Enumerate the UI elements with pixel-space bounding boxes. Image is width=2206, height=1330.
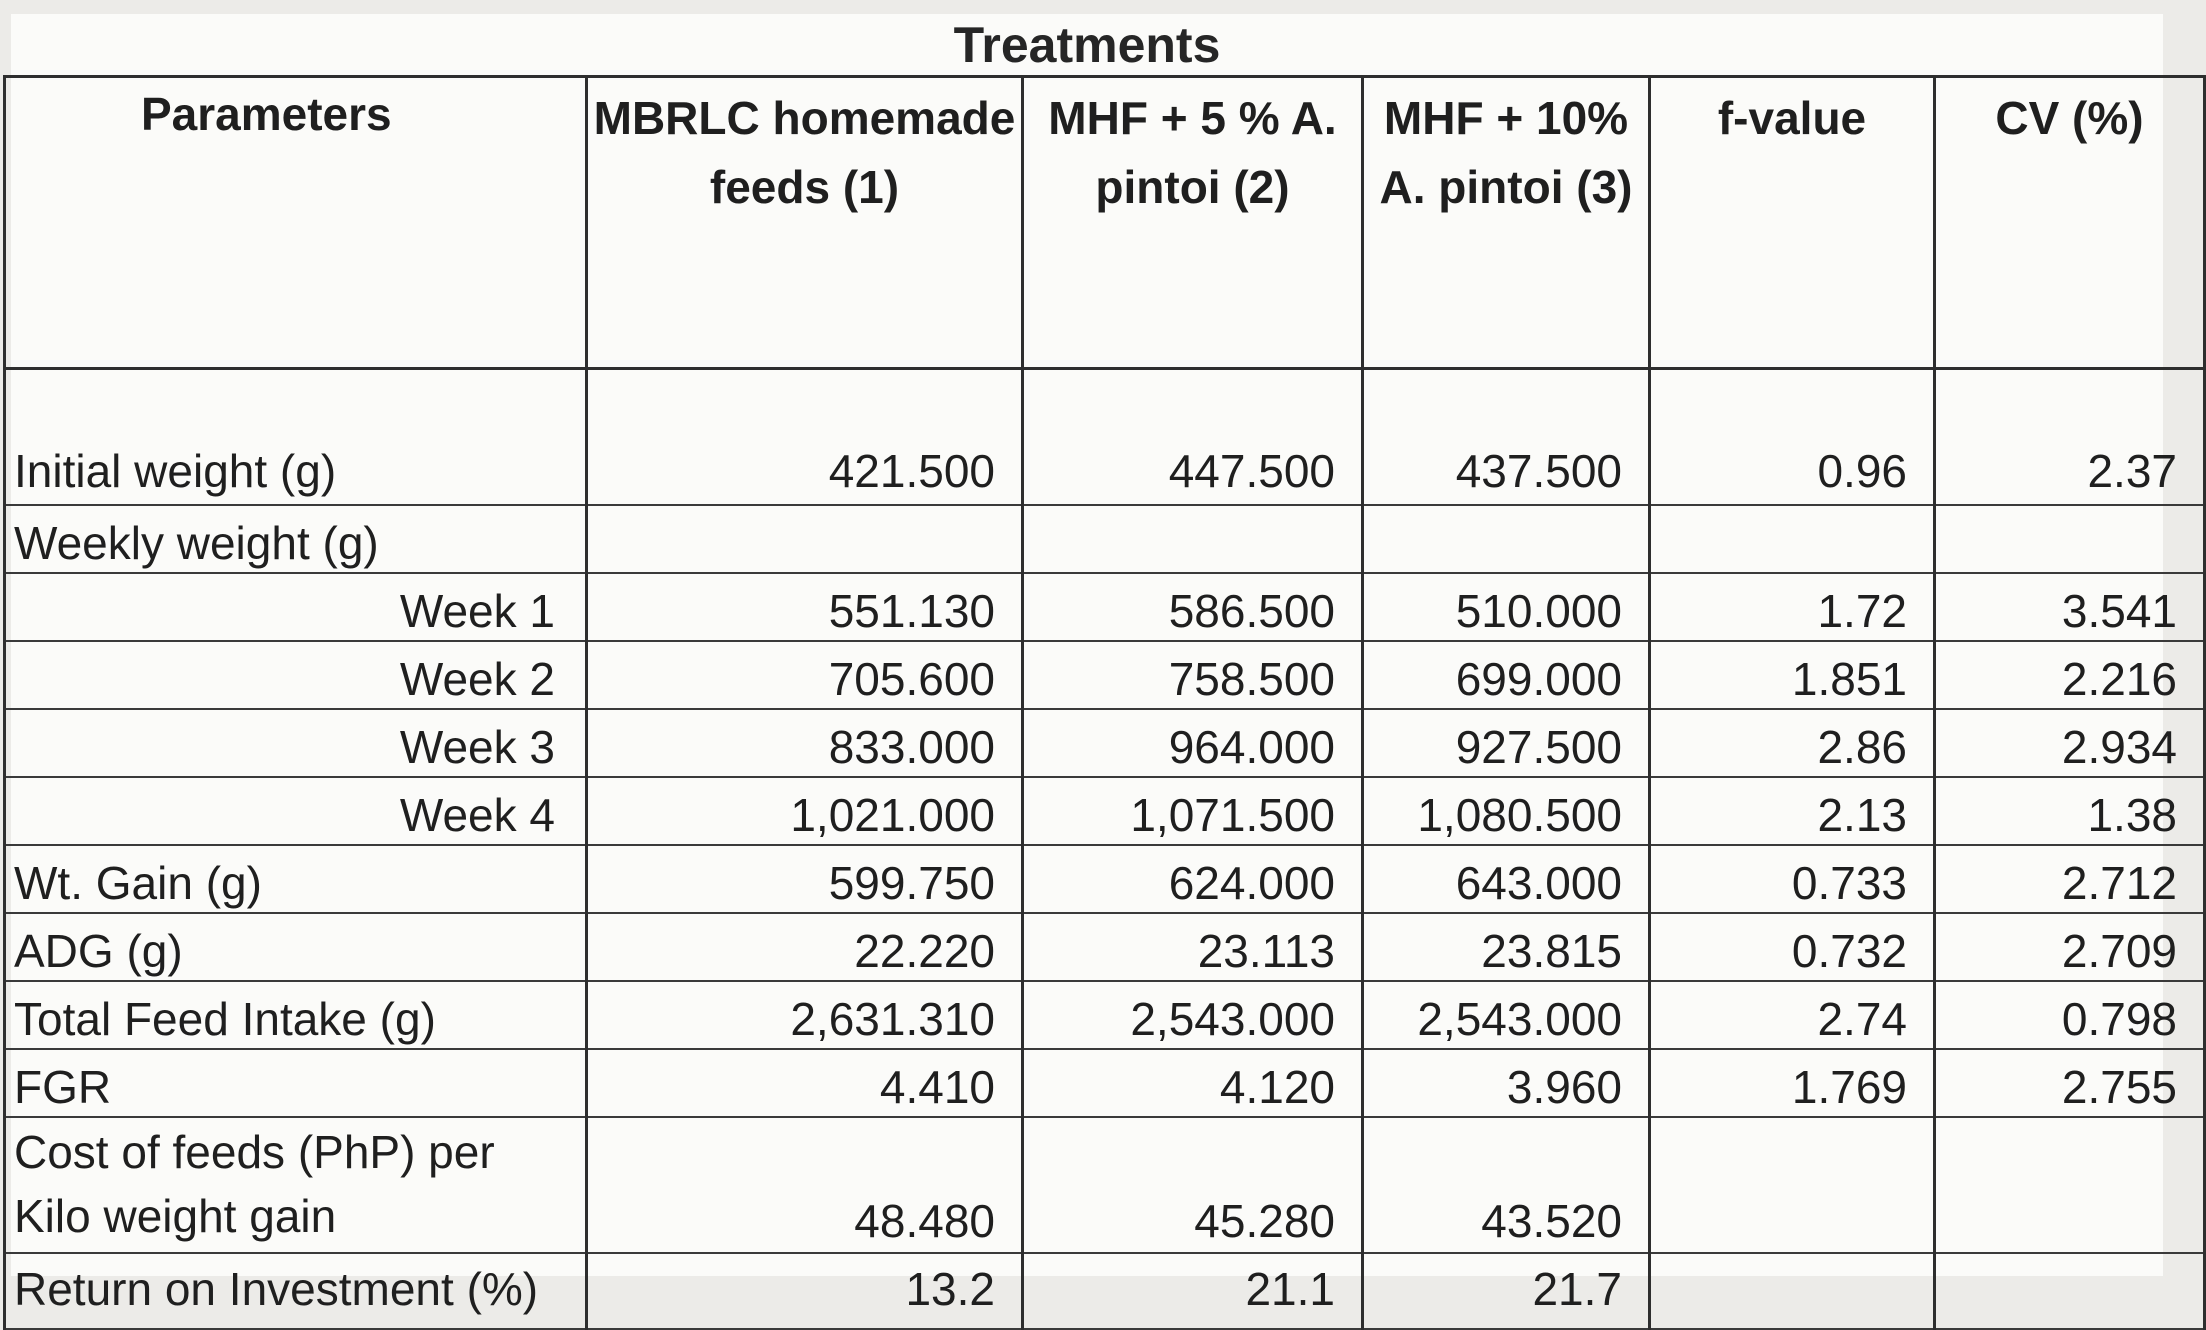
cell-f-value: 2.74 (1650, 981, 1935, 1049)
cell-cv: 2.712 (1935, 845, 2205, 913)
row-label: Week 3 (5, 709, 587, 777)
cell-treatment-1: 551.130 (587, 573, 1023, 641)
cell-f-value: 0.733 (1650, 845, 1935, 913)
row-label: ADG (g) (5, 913, 587, 981)
cell-f-value: 2.13 (1650, 777, 1935, 845)
cell-treatment-2: 21.1 (1023, 1253, 1363, 1329)
header-treatment-2: MHF + 5 % A. pintoi (2) (1023, 77, 1363, 369)
cell-treatment-3: 1,080.500 (1363, 777, 1650, 845)
row-label: Weekly weight (g) (5, 505, 587, 573)
table-row (5, 913, 2205, 981)
row-label: Return on Investment (%) (5, 1253, 587, 1329)
cell-f-value: 0.96 (1650, 369, 1935, 506)
cell-cv (1935, 505, 2205, 573)
cell-treatment-1 (587, 505, 1023, 573)
cell-treatment-3: 437.500 (1363, 369, 1650, 506)
cell-treatment-1: 599.750 (587, 845, 1023, 913)
cell-cv: 1.38 (1935, 777, 2205, 845)
cell-cv (1935, 1253, 2205, 1329)
table-row (5, 777, 2205, 845)
cell-treatment-2: 758.500 (1023, 641, 1363, 709)
cell-f-value: 1.72 (1650, 573, 1935, 641)
cell-treatment-2: 1,071.500 (1023, 777, 1363, 845)
cell-treatment-1: 22.220 (587, 913, 1023, 981)
table-row (5, 573, 2205, 641)
row-label: Total Feed Intake (g) (5, 981, 587, 1049)
header-treatment-1: MBRLC homemade feeds (1) (587, 77, 1023, 369)
cell-treatment-1: 1,021.000 (587, 777, 1023, 845)
cell-cv: 3.541 (1935, 573, 2205, 641)
cell-treatment-2: 447.500 (1023, 369, 1363, 506)
table-row (5, 1117, 2205, 1253)
cell-cv: 0.798 (1935, 981, 2205, 1049)
cell-treatment-3: 3.960 (1363, 1049, 1650, 1117)
cell-treatment-2: 23.113 (1023, 913, 1363, 981)
cell-treatment-2: 2,543.000 (1023, 981, 1363, 1049)
row-label: FGR (5, 1049, 587, 1117)
cell-cv: 2.934 (1935, 709, 2205, 777)
row-label: Initial weight (g) (5, 369, 587, 506)
cell-treatment-1: 421.500 (587, 369, 1023, 506)
header-parameters: Parameters (5, 77, 587, 369)
header-f-value: f-value (1650, 77, 1935, 369)
cell-f-value (1650, 505, 1935, 573)
cell-f-value: 1.769 (1650, 1049, 1935, 1117)
cell-treatment-3: 2,543.000 (1363, 981, 1650, 1049)
table-row (5, 505, 2205, 573)
cell-treatment-2: 624.000 (1023, 845, 1363, 913)
table-row (5, 709, 2205, 777)
cell-f-value (1650, 1253, 1935, 1329)
cell-treatment-2 (1023, 505, 1363, 573)
document-page (11, 14, 2177, 1315)
cell-treatment-1: 4.410 (587, 1049, 1023, 1117)
row-label: Week 1 (5, 573, 587, 641)
cell-treatment-3: 43.520 (1363, 1117, 1650, 1253)
cell-treatment-2: 586.500 (1023, 573, 1363, 641)
row-label: Wt. Gain (g) (5, 845, 587, 913)
cell-treatment-1: 48.480 (587, 1117, 1023, 1253)
cell-cv: 2.37 (1935, 369, 2205, 506)
cell-treatment-2: 45.280 (1023, 1117, 1363, 1253)
cell-treatment-3 (1363, 505, 1650, 573)
cell-treatment-1: 13.2 (587, 1253, 1023, 1329)
table-row (5, 981, 2205, 1049)
header-row (5, 77, 2205, 369)
cell-treatment-1: 833.000 (587, 709, 1023, 777)
table-row (5, 845, 2205, 913)
cell-f-value: 0.732 (1650, 913, 1935, 981)
row-label: Cost of feeds (PhP) per Kilo weight gain (5, 1117, 587, 1253)
row-label: Week 2 (5, 641, 587, 709)
cell-treatment-3: 21.7 (1363, 1253, 1650, 1329)
header-treatment-3: MHF + 10% A. pintoi (3) (1363, 77, 1650, 369)
results-table (3, 75, 2206, 1330)
table-caption: Treatments (953, 17, 1221, 73)
row-label: Week 4 (5, 777, 587, 845)
cell-treatment-1: 705.600 (587, 641, 1023, 709)
cell-treatment-2: 964.000 (1023, 709, 1363, 777)
table-row (5, 1253, 2205, 1329)
cell-treatment-3: 23.815 (1363, 913, 1650, 981)
cell-f-value: 2.86 (1650, 709, 1935, 777)
cell-cv: 2.216 (1935, 641, 2205, 709)
cell-cv: 2.709 (1935, 913, 2205, 981)
header-cv: CV (%) (1935, 77, 2205, 369)
table-row (5, 1049, 2205, 1117)
cell-treatment-3: 510.000 (1363, 573, 1650, 641)
cell-treatment-3: 643.000 (1363, 845, 1650, 913)
cell-f-value (1650, 1117, 1935, 1253)
cell-cv: 2.755 (1935, 1049, 2205, 1117)
cell-treatment-3: 927.500 (1363, 709, 1650, 777)
cell-treatment-2: 4.120 (1023, 1049, 1363, 1117)
cell-f-value: 1.851 (1650, 641, 1935, 709)
cell-cv (1935, 1117, 2205, 1253)
cell-treatment-1: 2,631.310 (587, 981, 1023, 1049)
table-row (5, 641, 2205, 709)
table-row (5, 369, 2205, 506)
cell-treatment-3: 699.000 (1363, 641, 1650, 709)
